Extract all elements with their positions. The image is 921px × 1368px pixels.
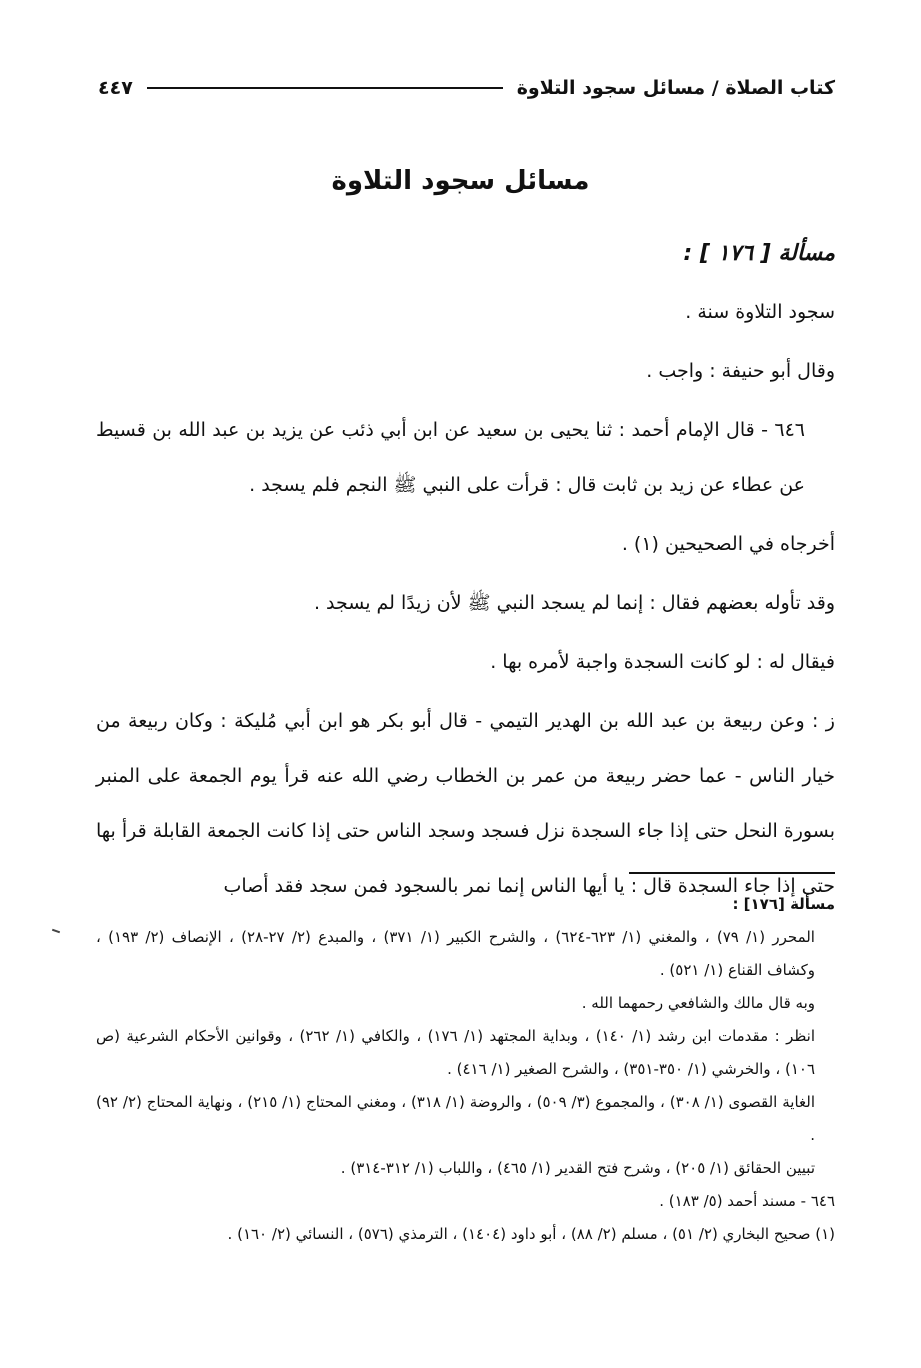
issue-label: مسألة [ ١٧٦ ] : [683, 241, 835, 266]
footnote-line: (١) صحيح البخاري (٢/ ٥١) ، مسلم (٢/ ٨٨) ، أبو داود (١٤٠٤) ، الترمذي (٥٧٦) ، النسائي (٢/ ١٦٠) . [227, 1225, 835, 1243]
paragraph: ز : وعن ربيعة بن عبد الله بن الهدير التيمي - قال أبو بكر هو ابن أبي مُليكة : وكان ربيعة من خيار الناس - عما حضر ربيعة من عمر بن الخطاب رضي الله عنه قرأ يوم الجمعة على المنبر بسورة النحل حتى إذا جاء السجدة نزل فسجد وسجد الناس حتى إذا كانت الجمعة القابلة قرأ بها حتى إذا جاء السجدة قال : يا أيها الناس إنما نمر بالسجود فمن سجد فقد أصاب [96, 710, 835, 897]
stray-mark [52, 929, 60, 934]
running-title: كتاب الصلاة / مسائل سجود التلاوة [516, 77, 835, 99]
footnote-line: ٦٤٦ - مسند أحمد (٥/ ١٨٣) . [659, 1192, 835, 1210]
footnote-line: الغاية القصوى (١/ ٣٠٨) ، والمجموع (٣/ ٥٠٩) ، والروضة (١/ ٣١٨) ، ومغني المحتاج (١/ ٢١٥) ، ونهاية المحتاج (٢/ ٩٢) . [96, 1093, 815, 1144]
footnote-separator [629, 872, 835, 874]
footnote-label: مسألة [١٧٦] : [732, 895, 835, 913]
footnote-line: المحرر (١/ ٧٩) ، والمغني (١/ ٦٢٣-٦٢٤) ، والشرح الكبير (١/ ٣٧١) ، والمبدع (٢/ ٢٧-٢٨) ، الإنصاف (٢/ ١٩٣) ، وكشاف القناع (١/ ٥٢١) . [96, 928, 815, 979]
paragraph: أخرجاه في الصحيحين (١) . [621, 533, 835, 555]
page-number: ٤٤٧ [98, 77, 133, 99]
paragraph: وقد تأوله بعضهم فقال : إنما لم يسجد النبي ﷺ لأن زيدًا لم يسجد . [313, 592, 835, 614]
paragraph: فيقال له : لو كانت السجدة واجبة لأمره بها . [490, 651, 835, 673]
paragraph: وقال أبو حنيفة : واجب . [646, 360, 835, 382]
footnotes [96, 888, 835, 1251]
footnote-line: انظر : مقدمات ابن رشد (١/ ١٤٠) ، وبداية المجتهد (١/ ١٧٦) ، والكافي (١/ ٢٦٢) ، وقوانين الأحكام الشرعية (ص ١٠٦) ، والخرشي (١/ ٣٥٠-٣٥١) ، والشرح الصغير (١/ ٤١٦) . [96, 1027, 816, 1078]
chapter-title: مسائل سجود التلاوة [331, 166, 590, 196]
hadith-paragraph: ٦٤٦ - قال الإمام أحمد : ثنا يحيى بن سعيد عن ابن أبي ذئب عن يزيد بن عبد الله بن قسيط عن عطاء عن زيد بن ثابت قال : قرأت على النبي ﷺ النجم فلم يسجد . [96, 419, 805, 496]
footnote-line: تبيين الحقائق (١/ ٢٠٥) ، وشرح فتح القدير (١/ ٤٦٥) ، واللباب (١/ ٣١٢-٣١٤) . [340, 1159, 815, 1177]
footnote-line: وبه قال مالك والشافعي رحمهما الله . [581, 994, 815, 1012]
running-header [98, 68, 835, 108]
header-rule [147, 87, 503, 89]
paragraph: سجود التلاوة سنة . [685, 301, 835, 323]
main-text [96, 226, 835, 914]
